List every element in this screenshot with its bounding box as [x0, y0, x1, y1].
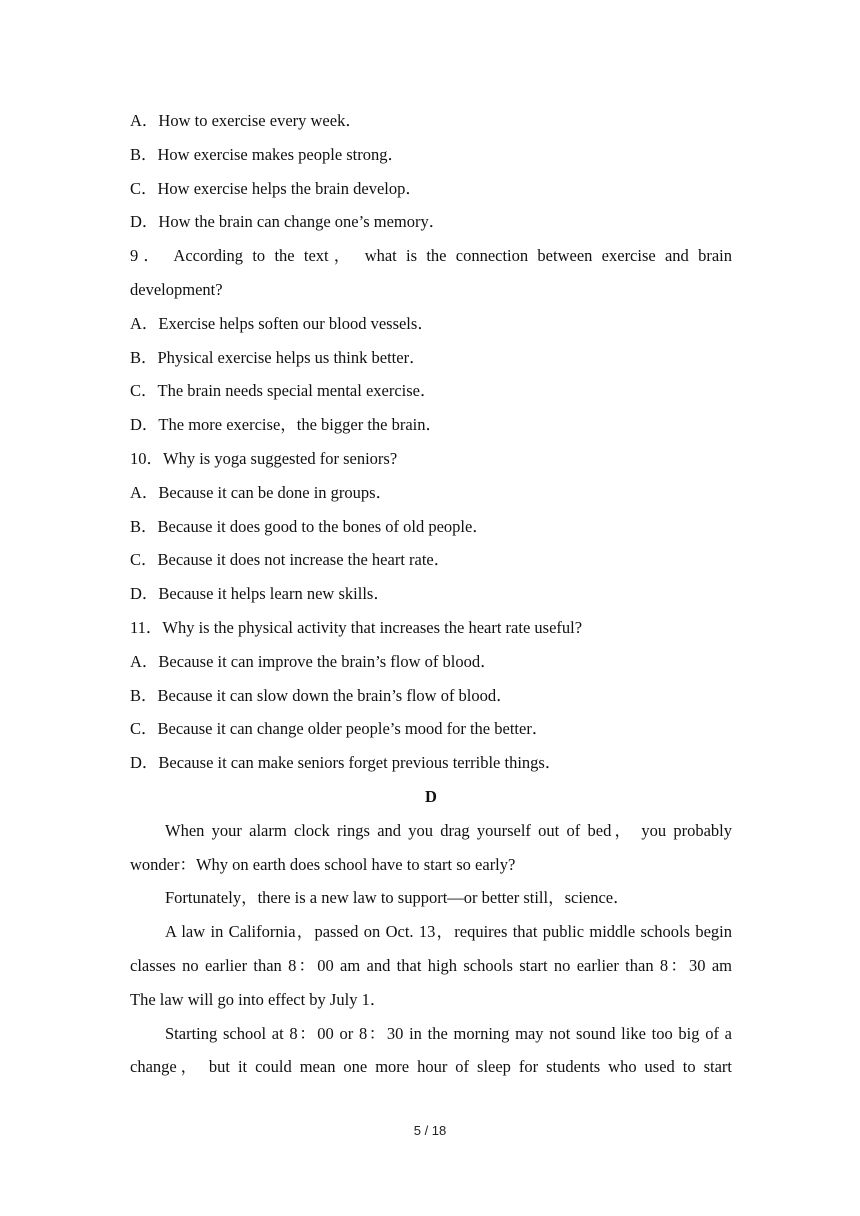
q11-option-d: D．Because it can make seniors forget previous terrible things． [130, 753, 562, 773]
q11-stem: 11．Why is the physical activity that increases the heart rate useful? [130, 617, 583, 637]
passage-line: A law in California，passed on Oct. 13，requires that public middle schools begin [165, 922, 732, 942]
q10-option-a: A．Because it can be done in groups． [130, 482, 393, 502]
passage-line: The law will go into effect by July 1． [130, 989, 387, 1009]
q11-option-b: B．Because it can slow down the brain’s flow of blood． [130, 685, 513, 705]
q9-option-b: B．Physical exercise helps us think better． [130, 347, 426, 367]
q8-option-b: B．How exercise makes people strong． [130, 144, 405, 164]
q10-option-d: D．Because it helps learn new skills． [130, 584, 390, 604]
page-content [130, 104, 732, 1084]
q8-option-d: D．How the brain can change one’s memory． [130, 212, 446, 232]
section-heading-d: D [425, 786, 437, 806]
q11-option-a: A．Because it can improve the brain’s flow of blood． [130, 651, 497, 671]
q8-option-a: A．How to exercise every week． [130, 111, 362, 130]
q9-stem-continued: development? [130, 279, 223, 299]
passage-line: change， but it could mean one more hour of sleep for students who used to start [130, 1057, 732, 1077]
page-number: 5 / 18 [413, 1123, 447, 1138]
passage-line: wonder：Why on earth does school have to start so early? [130, 854, 516, 874]
q9-option-d: D．The more exercise，the bigger the brain． [130, 415, 443, 435]
q10-option-c: C．Because it does not increase the heart rate． [130, 550, 451, 570]
q11-option-c: C．Because it can change older people’s mood for the better． [130, 719, 549, 739]
q9-option-c: C．The brain needs special mental exercise． [130, 381, 437, 401]
q8-option-c: C．How exercise helps the brain develop． [130, 178, 422, 198]
passage-line: Starting school at 8：00 or 8：30 in the morning may not sound like too big of a [165, 1023, 732, 1043]
q10-stem: 10．Why is yoga suggested for seniors? [130, 448, 398, 468]
passage-line: classes no earlier than 8：00 am and that high schools start no earlier than 8：30 am [130, 955, 732, 975]
q10-option-b: B．Because it does good to the bones of old people． [130, 516, 489, 536]
q9-stem: 9． According to the text， what is the connection between exercise and brain [130, 246, 732, 266]
passage-line: Fortunately，there is a new law to support—or better still，science． [165, 888, 630, 908]
q9-option-a: A．Exercise helps soften our blood vessels． [130, 313, 434, 333]
passage-line: When your alarm clock rings and you drag yourself out of bed， you probably [165, 820, 732, 840]
